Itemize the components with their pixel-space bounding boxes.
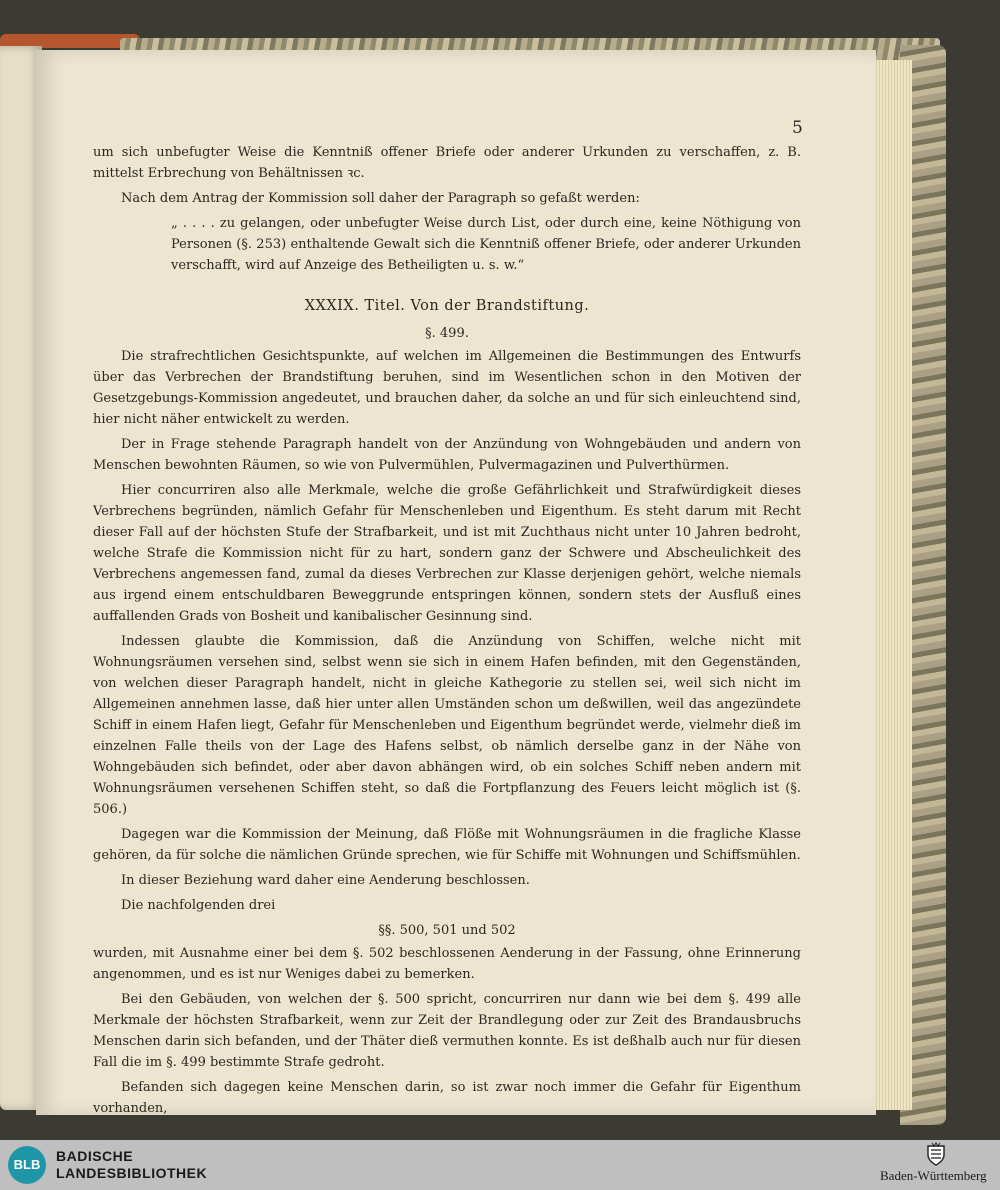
paragraph: Dagegen war die Kommission der Meinung, daß Flöße mit Wohnungsräumen in die fragliche Klasse gehören, da für solche die nämlichen Gründe sprechen, wie für Schiffe mit Wohnungen und Schiffsmühlen.	[93, 827, 801, 863]
library-name-line2: LANDESBIBLIOTHEK	[56, 1165, 208, 1181]
title-heading: XXXIX. Titel. Von der Brandstiftung.	[304, 298, 590, 314]
coat-of-arms-icon	[926, 1142, 946, 1166]
paragraph: um sich unbefugter Weise die Kenntniß offener Briefe oder anderer Urkunden zu verschaffen, z. B. mittelst Erbrechung von Behältnissen ꝛc.	[93, 145, 801, 181]
paragraph: In dieser Beziehung ward daher eine Aenderung beschlossen.	[121, 873, 530, 888]
paragraph: Befanden sich dagegen keine Menschen darin, so ist zwar noch immer die Gefahr für Eigenthum vorhanden,	[93, 1080, 801, 1116]
section-heading: §§. 500, 501 und 502	[378, 923, 516, 938]
paragraph: Nach dem Antrag der Kommission soll daher der Paragraph so gefaßt werden:	[121, 191, 640, 206]
library-name[interactable]	[56, 1148, 207, 1182]
page-text	[93, 142, 801, 1123]
paragraph: Der in Frage stehende Paragraph handelt von der Anzündung von Wohngebäuden und andern von Menschen bewohnten Räumen, so wie von Pulvermühlen, Pulvermagazinen und Pulverthürmen.	[93, 437, 801, 473]
paragraph: Die strafrechtlichen Gesichtspunkte, auf welchen im Allgemeinen die Bestimmungen des Entwurfs über das Verbrechen der Brandstiftung beruhen, sind im Wesentlichen schon in den Motiven der Gesetzgebungs-Kommission angedeutet, und brauchen daher, da solche an und für sich einleuchtend sind, hier nicht näher entwickelt zu werden.	[93, 349, 801, 427]
paragraph: Indessen glaubte die Kommission, daß die Anzündung von Schiffen, welche nicht mit Wohnungsräumen versehen sind, selbst wenn sie sich in einem Hafen befinden, mit den Gegenständen, von welchen dieser Paragraph handelt, nicht in gleiche Kathegorie zu stellen sei, weil sich nicht im Allgemeinen annehmen lasse, daß hier unter allen Umständen schon um deßwillen, weil das angezündete Schiff in einem Hafen liegt, Gefahr für Menschenleben und Eigenthum begründet werde, vielmehr dieß im einzelnen Falle theils von der Lage des Hafens selbst, ob nämlich derselbe ganz in der Nähe von Wohngebäuden sich befindet, oder aber davon abhängen wird, ob ein solches Schiff neben andern mit Wohnungsräumen versehenen Schiffen steht, so daß die Fortpflanzung des Feuers leicht möglich ist (§. 506.)	[93, 634, 801, 817]
paragraph: „ . . . . zu gelangen, oder unbefugter Weise durch List, oder durch eine, keine Nöthigung von Personen (§. 253) enthaltende Gewalt sich die Kenntniß offener Briefe, oder anderer Urkunden verschafft, wird auf Anzeige des Betheiligten u. s. w.“	[171, 216, 801, 273]
paragraph: Die nachfolgenden drei	[121, 898, 276, 913]
paragraph: Bei den Gebäuden, von welchen der §. 500 spricht, concurriren nur dann wie bei dem §. 499 alle Merkmale der höchsten Strafbarkeit, wenn zur Zeit der Brandlegung oder zur Zeit des Brandausbruchs Menschen darin sich befanden, und der Thäter dieß vermuthen konnte. Es ist deßhalb auch nur für diesen Fall die im §. 499 bestimmte Strafe gedroht.	[93, 992, 801, 1070]
paragraph: wurden, mit Ausnahme einer bei dem §. 502 beschlossenen Aenderung in der Fassung, ohne Erinnerung angenommen, und es ist nur Weniges dabei zu bemerken.	[93, 946, 801, 982]
footer-bar	[0, 1140, 1000, 1190]
library-name-line1: BADISCHE	[56, 1148, 134, 1164]
state-label[interactable]: Baden-Württemberg	[880, 1168, 987, 1183]
section-heading: §. 499.	[425, 326, 469, 341]
paragraph: Hier concurriren also alle Merkmale, welche die große Gefährlichkeit und Strafwürdigkeit dieses Verbrechens begründen, nämlich Gefahr für Menschenleben und Eigenthum. Es steht darum mit Recht dieser Fall auf der höchsten Stufe der Strafbarkeit, und ist mit Zuchthaus nicht unter 10 Jahren bedroht, welche Strafe die Kommission nicht für zu hart, sondern ganz der Schwere und Abscheulichkeit des Verbrechens angemessen fand, zumal da dieses Verbrechen zur Klasse derjenigen gehört, welche niemals aus irgend einem entschuldbaren Beweggrunde entspringen können, sondern stets der Ausfluß eines auffallenden Grads von Bosheit und kanibalischer Gesinnung sind.	[93, 483, 801, 624]
page-number: 5	[792, 118, 803, 138]
blb-logo[interactable]: BLB	[8, 1146, 46, 1184]
